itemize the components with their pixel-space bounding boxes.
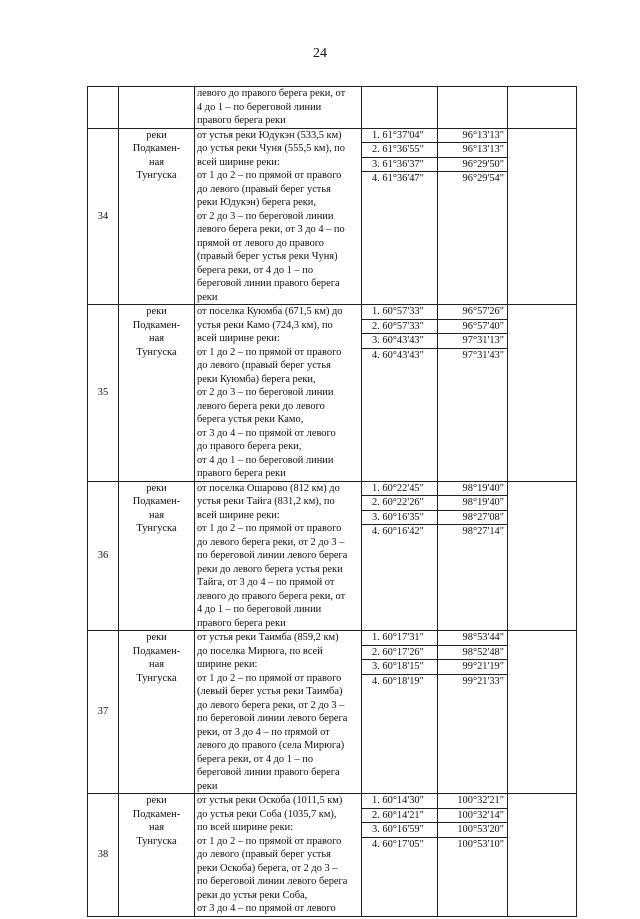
description-line: по береговой линии левого берега bbox=[197, 550, 348, 561]
river-name-line: Подкамен- bbox=[132, 496, 181, 507]
latitude-value: 4. 60°17'05" bbox=[372, 838, 424, 850]
latitude-value: 2. 61°36'55" bbox=[362, 143, 437, 158]
latitude-cell bbox=[362, 87, 438, 129]
river-name-line: ная bbox=[149, 333, 164, 344]
longitude-cell bbox=[438, 87, 508, 129]
description-line: от устья реки Таимба (859,2 км) bbox=[197, 632, 339, 643]
river-cell bbox=[119, 631, 195, 794]
row-number-cell bbox=[88, 481, 119, 631]
description-line: устья реки Камо (724,3 км), по bbox=[197, 319, 333, 331]
description-line: реки bbox=[197, 780, 218, 792]
description-line: до левого (правый берег устья bbox=[197, 849, 331, 860]
description-line: от 1 до 2 – по прямой от правого bbox=[197, 523, 342, 534]
latitude-cell bbox=[362, 128, 438, 305]
row-number-cell bbox=[88, 794, 119, 917]
river-cell bbox=[119, 87, 195, 129]
description-line: до левого (правый берег устья bbox=[197, 360, 331, 371]
river-name-line: реки bbox=[146, 306, 167, 317]
description-line: левого до правого (села Мирюга) bbox=[197, 740, 345, 751]
latitude-value: 2. 60°22'26" bbox=[362, 496, 437, 511]
notes-cell bbox=[508, 128, 577, 305]
river-name-line: Подкамен- bbox=[132, 319, 181, 331]
notes-cell bbox=[508, 794, 577, 917]
row-number-cell bbox=[88, 128, 119, 305]
latitude-value: 2. 60°14'21" bbox=[362, 809, 437, 824]
description-line: от 2 до 3 – по береговой линии bbox=[197, 210, 334, 222]
table-row bbox=[88, 128, 577, 305]
description-line: от устья реки Оскоба (1011,5 км) bbox=[197, 795, 343, 806]
description-line: правого берега реки bbox=[197, 115, 286, 126]
description-line: ширине реки: bbox=[197, 659, 258, 670]
description-line: левого берега реки до левого bbox=[197, 400, 325, 412]
latitude-cell bbox=[362, 481, 438, 631]
latitude-value: 3. 60°18'15" bbox=[362, 660, 437, 675]
row-number: 34 bbox=[97, 210, 109, 222]
description-cell bbox=[195, 631, 362, 794]
latitude-value: 2. 60°17'26" bbox=[362, 646, 437, 661]
table-row bbox=[88, 794, 577, 917]
description-line: по береговой линии левого берега bbox=[197, 713, 348, 724]
description-line: от 3 до 4 – по прямой от левого bbox=[197, 427, 336, 439]
description-line: берега устья реки Камо, bbox=[197, 414, 304, 425]
description-line: реки Куюмба) берега реки, bbox=[197, 373, 316, 385]
longitude-value: 99°21'19" bbox=[438, 660, 507, 675]
river-name-line: Тунгуска bbox=[136, 672, 177, 684]
description-line: до правого берега реки, bbox=[197, 441, 302, 452]
description-line: Тайга, от 3 до 4 – по прямой от bbox=[197, 577, 335, 588]
description-line: от 1 до 2 – по прямой от правого bbox=[197, 346, 342, 358]
river-name-line: реки bbox=[146, 482, 167, 494]
description-cell bbox=[195, 794, 362, 917]
latitude-cell bbox=[362, 794, 438, 917]
notes-cell bbox=[508, 305, 577, 482]
longitude-value: 98°19'40" bbox=[438, 482, 507, 497]
description-line: (левый берег устья реки Таимба) bbox=[197, 686, 343, 697]
description-line: левого до правого берега реки, от bbox=[197, 88, 346, 99]
description-line: от поселка Ошарово (812 км) до bbox=[197, 482, 340, 494]
description-line: до устья реки Чуня (555,5 км), по bbox=[197, 143, 345, 154]
description-line: до левого берега реки, от 2 до 3 – bbox=[197, 536, 345, 548]
river-name-line: реки bbox=[146, 632, 167, 643]
longitude-value: 96°29'50" bbox=[438, 158, 507, 173]
longitude-value: 96°13'13" bbox=[438, 143, 507, 158]
longitude-value: 100°32'21" bbox=[438, 794, 507, 809]
latitude-value: 4. 61°36'47" bbox=[372, 173, 424, 184]
longitude-cell bbox=[438, 794, 508, 917]
description-line: от 3 до 4 – по прямой от левого bbox=[197, 903, 336, 914]
latitude-value: 3. 61°36'37" bbox=[362, 158, 437, 173]
description-line: берега реки, от 4 до 1 – по bbox=[197, 753, 314, 765]
latitude-value: 1. 60°57'33" bbox=[362, 305, 437, 320]
river-name-line: ная bbox=[149, 822, 164, 833]
description-cell bbox=[195, 481, 362, 631]
latitude-cell bbox=[362, 305, 438, 482]
description-line: реки Юдукэн) берега реки, bbox=[197, 197, 316, 208]
river-cell bbox=[119, 128, 195, 305]
longitude-value: 98°19'40" bbox=[438, 496, 507, 511]
description-line: от 4 до 1 – по береговой линии bbox=[197, 454, 334, 466]
latitude-value: 4. 60°18'19" bbox=[372, 675, 424, 687]
notes-cell bbox=[508, 631, 577, 794]
river-name-line: ная bbox=[149, 156, 164, 168]
longitude-value: 100°53'20" bbox=[438, 823, 507, 838]
table-row bbox=[88, 631, 577, 794]
description-line: реки до левого берега устья реки bbox=[197, 563, 343, 575]
longitude-value: 98°27'08" bbox=[438, 511, 507, 526]
description-line: (правый берег устья реки Чуня) bbox=[197, 251, 338, 262]
river-cell bbox=[119, 481, 195, 631]
description-line: 4 до 1 – по береговой линии bbox=[197, 101, 322, 113]
longitude-value: 96°29'54" bbox=[462, 173, 504, 184]
latitude-value: 1. 60°14'30" bbox=[362, 794, 437, 809]
row-number: 35 bbox=[97, 387, 109, 398]
longitude-cell bbox=[438, 631, 508, 794]
description-line: левого до правого берега реки, от bbox=[197, 590, 346, 602]
description-line: от устья реки Юдукэн (533,5 км) bbox=[197, 129, 342, 141]
description-cell bbox=[195, 305, 362, 482]
river-name-line: Подкамен- bbox=[132, 143, 181, 154]
description-line: от 2 до 3 – по береговой линии bbox=[197, 387, 334, 398]
page-number: 24 bbox=[313, 46, 327, 61]
table-row bbox=[88, 481, 577, 631]
longitude-value: 96°13'13" bbox=[438, 129, 507, 144]
description-line: реки до устья реки Соба, bbox=[197, 889, 308, 901]
latitude-value: 2. 60°57'33" bbox=[362, 320, 437, 335]
longitude-cell bbox=[438, 128, 508, 305]
description-line: левого берега реки, от 3 до 4 – по bbox=[197, 224, 345, 235]
description-line: до устья реки Соба (1035,7 км), bbox=[197, 808, 337, 820]
longitude-cell bbox=[438, 305, 508, 482]
row-number: 37 bbox=[97, 706, 109, 718]
description-line: 4 до 1 – по береговой линии bbox=[197, 604, 322, 615]
description-line: до левого берега реки, от 2 до 3 – bbox=[197, 699, 345, 711]
longitude-value: 100°32'14" bbox=[438, 809, 507, 824]
longitude-value: 96°57'40" bbox=[438, 320, 507, 335]
row-number-cell bbox=[88, 87, 119, 129]
row-number: 36 bbox=[97, 550, 109, 561]
longitude-value: 97°31'43" bbox=[462, 349, 504, 361]
river-name-line: реки bbox=[146, 795, 167, 806]
latitude-value: 3. 60°16'59" bbox=[362, 823, 437, 838]
river-cell bbox=[119, 794, 195, 917]
river-name-line: реки bbox=[146, 129, 167, 141]
river-cell bbox=[119, 305, 195, 482]
description-line: до поселка Мирюга, по всей bbox=[197, 645, 323, 657]
description-cell bbox=[195, 87, 362, 129]
river-name-line: ная bbox=[149, 659, 164, 670]
river-name-line: Тунгуска bbox=[136, 523, 177, 534]
description-line: всей ширине реки: bbox=[197, 333, 280, 344]
description-line: береговой линии правого берега bbox=[197, 278, 340, 289]
description-line: до левого (правый берег устья bbox=[197, 183, 331, 195]
latitude-value: 1. 61°37'04" bbox=[362, 129, 437, 144]
latitude-value: 4. 60°43'43" bbox=[372, 349, 424, 361]
description-line: устья реки Тайга (831,2 км), по bbox=[197, 496, 335, 507]
river-name-line: ная bbox=[149, 509, 164, 521]
longitude-value: 98°27'14" bbox=[462, 526, 504, 537]
longitude-value: 98°52'48" bbox=[438, 646, 507, 661]
description-line: прямой от левого до правого bbox=[197, 237, 324, 249]
longitude-value: 98°53'44" bbox=[438, 631, 507, 646]
description-line: от поселка Куюмба (671,5 км) до bbox=[197, 306, 343, 317]
notes-cell bbox=[508, 87, 577, 129]
description-line: береговой линии правого берега bbox=[197, 767, 340, 778]
description-line: реки Оскоба) берега, от 2 до 3 – bbox=[197, 862, 338, 874]
description-line: по береговой линии левого берега bbox=[197, 876, 348, 887]
row-number-cell bbox=[88, 305, 119, 482]
longitude-value: 96°57'26" bbox=[438, 305, 507, 320]
description-line: реки, от 3 до 4 – по прямой от bbox=[197, 726, 330, 738]
river-name-line: Тунгуска bbox=[136, 346, 177, 358]
longitude-value: 100°53'10" bbox=[457, 838, 504, 850]
row-number: 38 bbox=[97, 849, 109, 860]
description-line: берега реки, от 4 до 1 – по bbox=[197, 264, 314, 276]
latitude-value: 3. 60°43'43" bbox=[362, 334, 437, 349]
description-line: всей ширине реки: bbox=[197, 509, 280, 521]
river-name-line: Тунгуска bbox=[136, 835, 177, 847]
description-line: от 1 до 2 – по прямой от правого bbox=[197, 835, 342, 847]
river-name-line: Тунгуска bbox=[136, 170, 177, 181]
latitude-cell bbox=[362, 631, 438, 794]
river-name-line: Подкамен- bbox=[132, 808, 181, 820]
latitude-value: 1. 60°22'45" bbox=[362, 482, 437, 497]
latitude-value: 4. 60°16'42" bbox=[372, 526, 424, 537]
longitude-value: 99°21'33" bbox=[462, 675, 504, 687]
fishing-areas-table bbox=[87, 86, 577, 917]
row-number-cell bbox=[88, 631, 119, 794]
description-cell bbox=[195, 128, 362, 305]
description-line: по всей ширине реки: bbox=[197, 822, 294, 833]
description-line: от 1 до 2 – по прямой от правого bbox=[197, 672, 342, 684]
description-line: от 1 до 2 – по прямой от правого bbox=[197, 170, 342, 181]
description-line: правого берега реки bbox=[197, 617, 286, 629]
table-row-continuation bbox=[88, 87, 577, 129]
longitude-value: 97°31'13" bbox=[438, 334, 507, 349]
notes-cell bbox=[508, 481, 577, 631]
description-line: всей ширине реки: bbox=[197, 156, 280, 168]
table-row bbox=[88, 305, 577, 482]
description-line: реки bbox=[197, 291, 218, 303]
longitude-cell bbox=[438, 481, 508, 631]
description-line: правого берега реки bbox=[197, 468, 286, 479]
latitude-value: 1. 60°17'31" bbox=[362, 631, 437, 646]
river-name-line: Подкамен- bbox=[132, 645, 181, 657]
latitude-value: 3. 60°16'35" bbox=[362, 511, 437, 526]
